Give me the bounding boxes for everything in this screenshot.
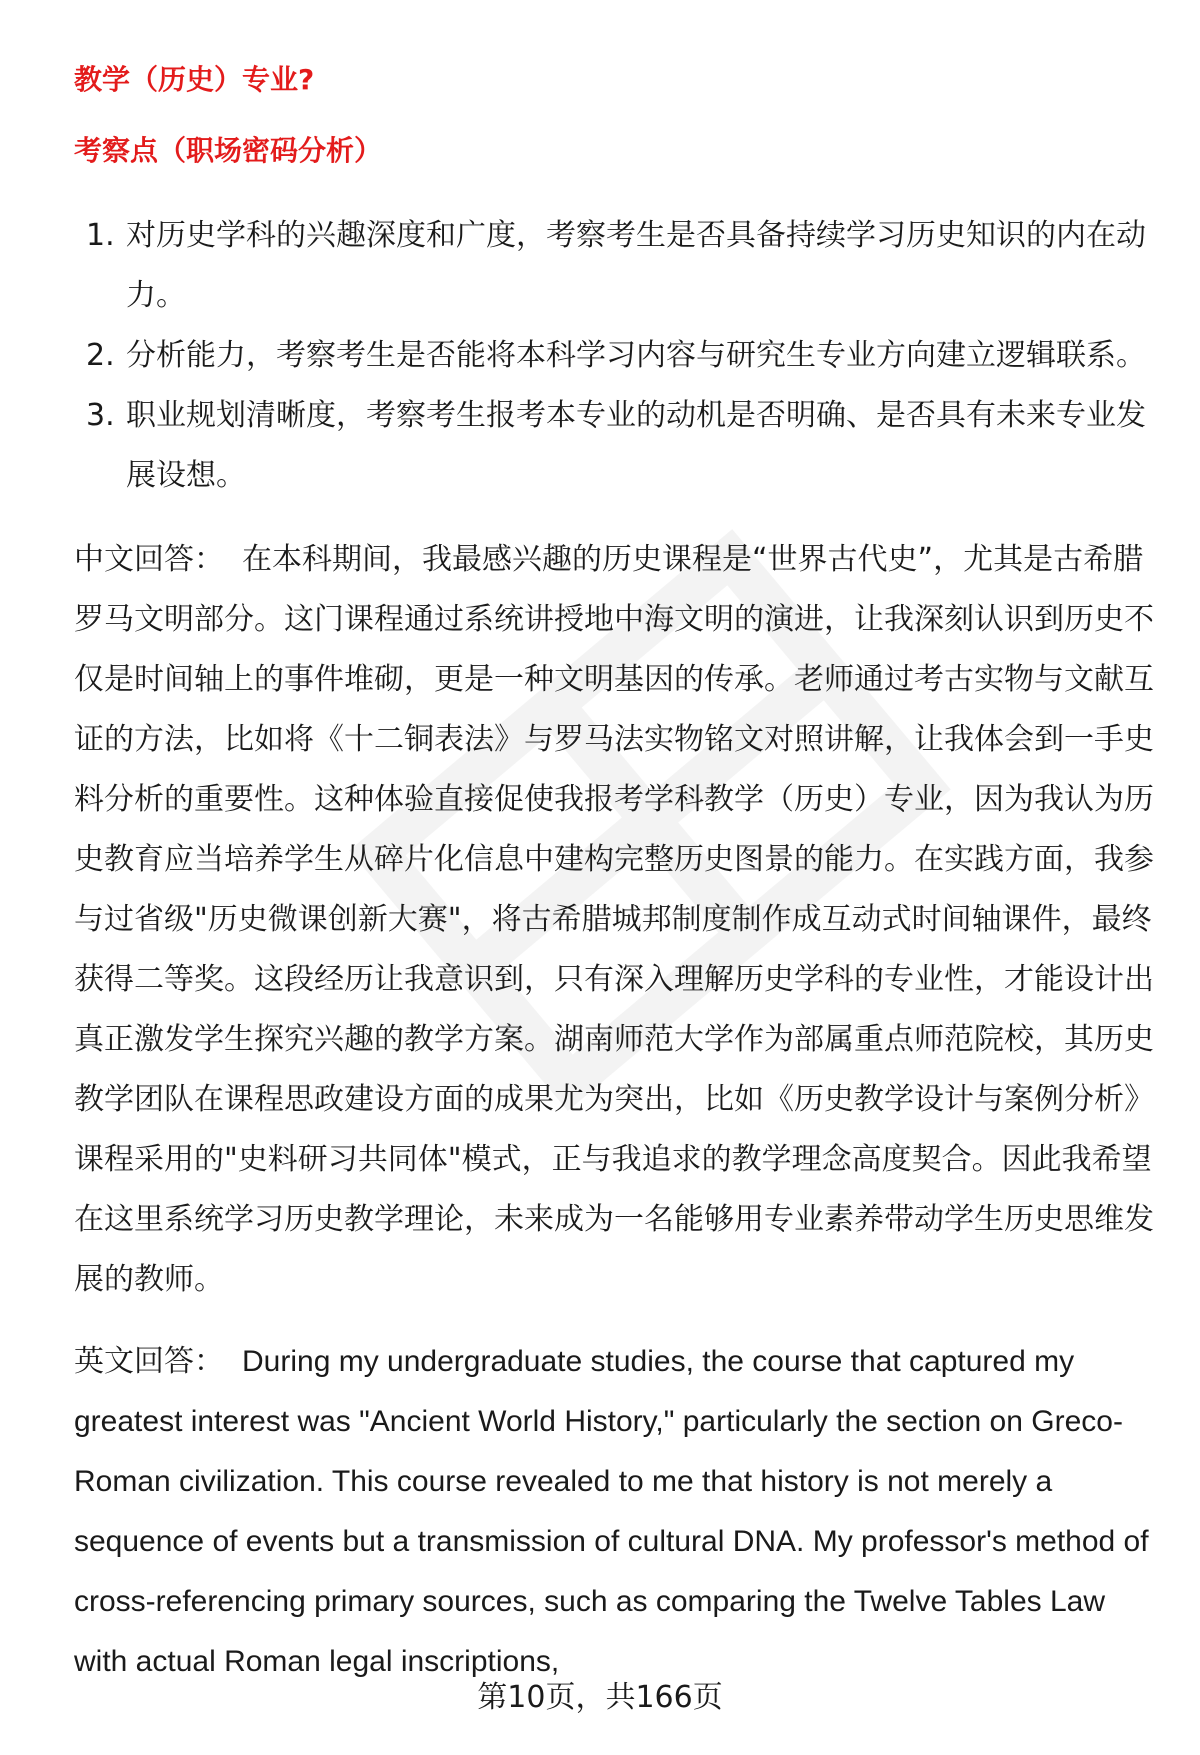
list-item-text: 职业规划清晰度，考察考生报考本专业的动机是否明确、是否具有未来专业发展设想。 bbox=[126, 398, 1146, 493]
list-item-number: 2. bbox=[86, 338, 115, 373]
english-answer bbox=[74, 1332, 1154, 1692]
list-item bbox=[74, 326, 1154, 386]
english-answer-text: During my undergraduate studies, the course that captured my greatest interest was "Ancient World History," particularly the section on Greco-Roman civilization. This course revealed to me that history is not merely a sequence of events but a transmission of cultural DNA. My professor's method of cross-referencing primary sources, such as comparing the Twelve Tables Law with actual Roman legal inscriptions, bbox=[74, 1345, 1149, 1678]
chinese-answer bbox=[74, 530, 1154, 1310]
list-item-number: 1. bbox=[86, 218, 115, 253]
chinese-answer-label: 中文回答： bbox=[74, 542, 224, 577]
focus-points-list bbox=[74, 206, 1154, 506]
list-item-text: 分析能力，考察考生是否能将本科学习内容与研究生专业方向建立逻辑联系。 bbox=[126, 338, 1146, 373]
focus-heading: 考察点（职场密码分析） bbox=[74, 134, 383, 167]
question-heading: 教学（历史）专业? bbox=[74, 63, 315, 96]
list-item-text: 对历史学科的兴趣深度和广度，考察考生是否具备持续学习历史知识的内在动力。 bbox=[126, 218, 1146, 313]
chinese-answer-text: 在本科期间，我最感兴趣的历史课程是“世界古代史”，尤其是古希腊罗马文明部分。这门课程通过系统讲授地中海文明的演进，让我深刻认识到历史不仅是时间轴上的事件堆砌，更是一种文明基因的传承。老师通过考古实物与文献互证的方法，比如将《十二铜表法》与罗马法实物铭文对照讲解，让我体会到一手史料分析的重要性。这种体验直接促使我报考学科教学（历史）专业，因为我认为历史教育应当培养学生从碎片化信息中建构完整历史图景的能力。在实践方面，我参与过省级"历史微课创新大赛"，将古希腊城邦制度制作成互动式时间轴课件，最终获得二等奖。这段经历让我意识到，只有深入理解历史学科的专业性，才能设计出真正激发学生探究兴趣的教学方案。湖南师范大学作为部属重点师范院校，其历史教学团队在课程思政建设方面的成果尤为突出，比如《历史教学设计与案例分析》课程采用的"史料研习共同体"模式，正与我追求的教学理念高度契合。因此我希望在这里系统学习历史教学理论，未来成为一名能够用专业素养带动学生历史思维发展的教师。 bbox=[74, 542, 1154, 1297]
page-number-footer: 第10页，共166页 bbox=[477, 1680, 723, 1715]
list-item bbox=[74, 386, 1154, 506]
list-item bbox=[74, 206, 1154, 326]
list-item-number: 3. bbox=[86, 398, 115, 433]
english-answer-label: 英文回答： bbox=[74, 1345, 224, 1378]
